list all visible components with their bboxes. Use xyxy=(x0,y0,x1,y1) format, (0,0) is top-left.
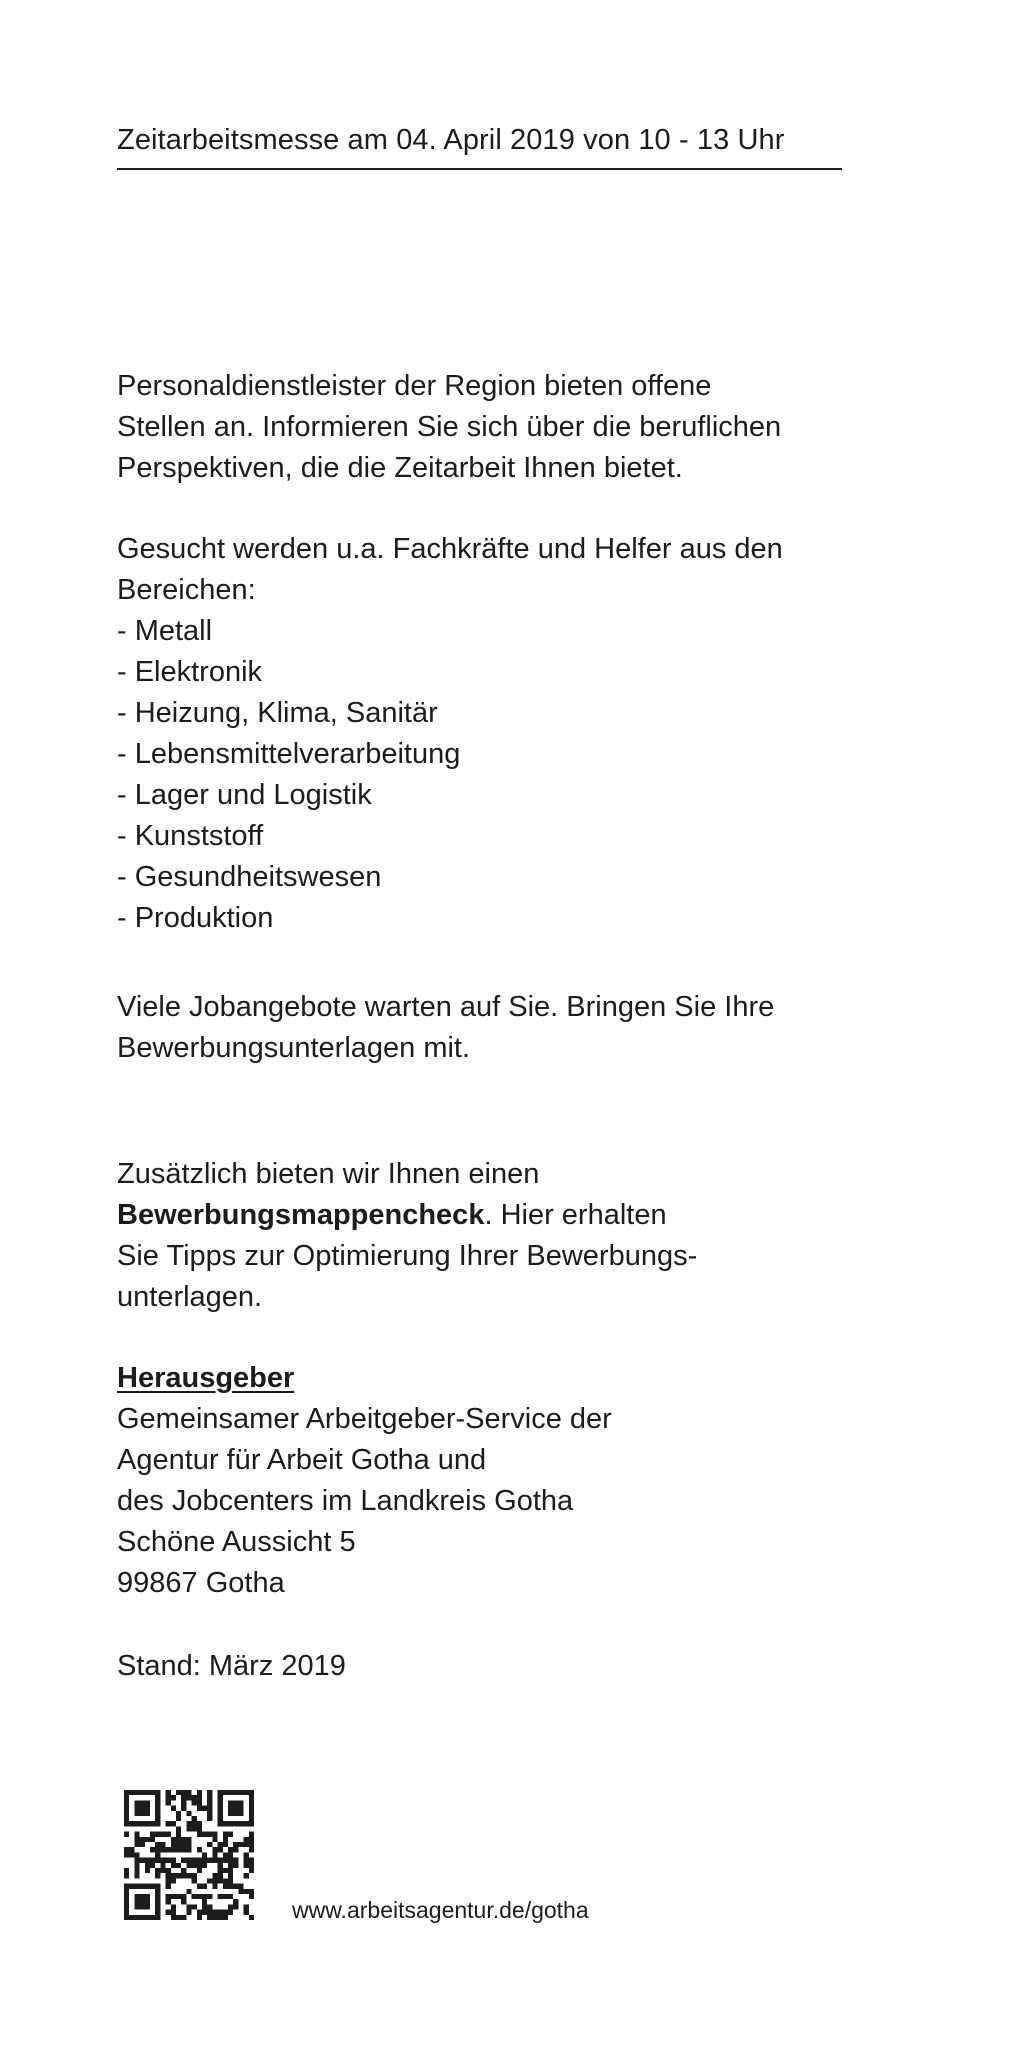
intro-line: Perspektiven, die die Zeitarbeit Ihnen bietet. xyxy=(117,452,683,484)
bewerbungsmappencheck-emphasis: Bewerbungsmappencheck xyxy=(117,1199,485,1231)
intro-paragraph xyxy=(117,366,877,489)
sought-section xyxy=(117,529,877,939)
publisher-line: des Jobcenters im Landkreis Gotha xyxy=(117,1485,574,1517)
offers-paragraph xyxy=(117,987,877,1069)
qr-code-icon xyxy=(124,1790,254,1920)
extra-line: Sie Tipps zur Optimierung Ihrer Bewerbungs- xyxy=(117,1240,698,1272)
intro-line: Personaldienstleister der Region bieten offene xyxy=(117,370,712,402)
list-item: - Kunststoff xyxy=(117,820,264,852)
publisher-section xyxy=(117,1358,877,1604)
publisher-address-city: 99867 Gotha xyxy=(117,1567,285,1599)
list-item: - Lebensmittelverarbeitung xyxy=(117,738,461,770)
list-item: - Metall xyxy=(117,615,213,647)
list-item: - Heizung, Klima, Sanitär xyxy=(117,697,438,729)
stand-date: Stand: März 2019 xyxy=(117,1650,346,1682)
website-link[interactable]: www.arbeitsagentur.de/gotha xyxy=(292,1897,589,1923)
intro-line: Stellen an. Informieren Sie sich über die beruflichen xyxy=(117,411,782,443)
extra-line xyxy=(117,1195,877,1236)
list-item: - Lager und Logistik xyxy=(117,779,372,811)
offers-line: Bewerbungsunterlagen mit. xyxy=(117,1032,471,1064)
extra-line: Zusätzlich bieten wir Ihnen einen xyxy=(117,1158,540,1190)
sector-list xyxy=(117,611,877,939)
list-item: - Elektronik xyxy=(117,656,263,688)
list-item: - Gesundheitswesen xyxy=(117,861,382,893)
sought-line: Gesucht werden u.a. Fachkräfte und Helfer aus den xyxy=(117,533,783,565)
publisher-line: Gemeinsamer Arbeitgeber-Service der xyxy=(117,1403,612,1435)
page-title: Zeitarbeitsmesse am 04. April 2019 von 10 - 13 Uhr xyxy=(117,122,842,170)
list-item: - Produktion xyxy=(117,902,274,934)
extra-paragraph xyxy=(117,1154,877,1318)
extra-line: unterlagen. xyxy=(117,1281,263,1313)
extra-line-rest: . Hier erhalten xyxy=(484,1199,667,1231)
publisher-line: Agentur für Arbeit Gotha und xyxy=(117,1444,487,1476)
sought-line: Bereichen: xyxy=(117,574,256,606)
offers-line: Viele Jobangebote warten auf Sie. Bringen Sie Ihre xyxy=(117,991,775,1023)
publisher-address-street: Schöne Aussicht 5 xyxy=(117,1526,356,1558)
publisher-heading: Herausgeber xyxy=(117,1362,295,1394)
